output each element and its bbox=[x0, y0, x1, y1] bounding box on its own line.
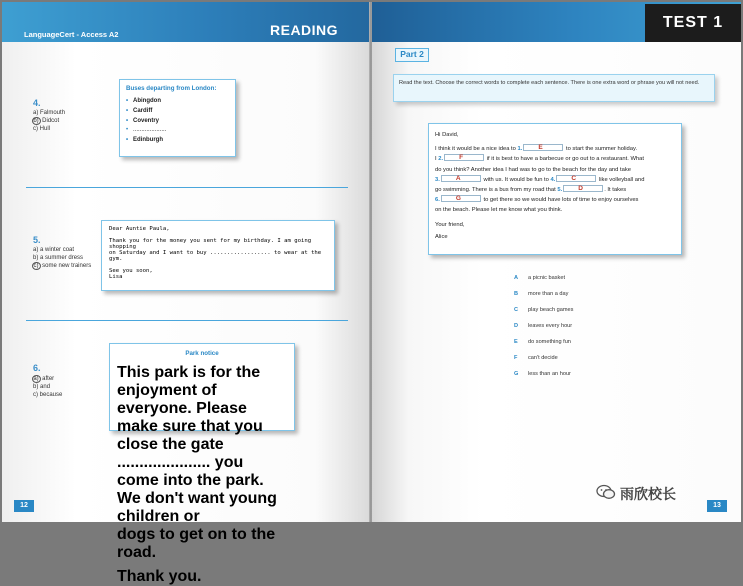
blank-number: 5. bbox=[557, 187, 563, 194]
blank-number: 6. bbox=[435, 197, 440, 204]
letter-line-7: on the beach. Please let me know what you think. bbox=[435, 207, 563, 214]
park-notice-title: Park notice bbox=[185, 350, 219, 357]
bus-card-title: Buses departing from London: bbox=[126, 85, 217, 92]
letter-line-5: go swimming. There is a bus from my road that 5. D . It takes bbox=[435, 185, 627, 194]
question-6-option-c[interactable]: c) because bbox=[33, 392, 63, 398]
answer-letter: A bbox=[455, 174, 461, 182]
question-4-option-b[interactable]: b) Didcot bbox=[33, 118, 60, 124]
answer-blank-4[interactable] bbox=[556, 175, 596, 182]
letter-line-1: I think it would be a nice idea to 1. E to start the summer holiday. bbox=[435, 144, 638, 153]
page-number-right: 13 bbox=[707, 500, 727, 512]
watermark-text: 雨欣校长 bbox=[620, 487, 676, 503]
letter-line-3: do you think? Another idea I had was to go to the beach for the day and take bbox=[435, 166, 631, 173]
letter-closing: See you soon, bbox=[109, 268, 153, 274]
email-letter-card bbox=[428, 123, 682, 255]
question-6-option-b[interactable]: b) and bbox=[33, 384, 51, 390]
notice-line: dogs to get on to the road. bbox=[117, 526, 276, 561]
birthday-letter-card bbox=[101, 220, 335, 291]
word-bank-option-a[interactable]: A a picnic basket bbox=[514, 275, 566, 281]
letter-line-2: I 2. F if it is best to have a barbecue or go out to a restaurant. What bbox=[435, 154, 644, 163]
answer-letter: G bbox=[455, 195, 461, 203]
word-bank-option-g[interactable]: G less than an hour bbox=[514, 371, 571, 377]
page-number-left: 12 bbox=[14, 500, 34, 512]
answer-blank-5[interactable] bbox=[563, 185, 603, 192]
letter-signature: Alice bbox=[435, 233, 448, 240]
word-bank-option-f[interactable]: F can't decide bbox=[514, 355, 558, 361]
bus-destination-list bbox=[126, 97, 229, 146]
letter-closing: Your friend, bbox=[435, 221, 465, 228]
question-6-option-a[interactable]: a) after bbox=[33, 376, 55, 382]
letter-greeting: Hi David, bbox=[435, 132, 459, 138]
left-header-band bbox=[2, 2, 371, 42]
list-item: • Abingdon bbox=[126, 97, 229, 107]
right-page bbox=[372, 2, 741, 522]
answer-letter: F bbox=[459, 154, 464, 162]
list-item: • Coventry bbox=[126, 117, 229, 127]
letter-line-4: 3. A with us. It would be fun to 4. C like volleyball and bbox=[435, 174, 645, 183]
selected-answer-circle: c) bbox=[33, 263, 39, 269]
question-5-option-c[interactable]: c) some new trainers bbox=[33, 263, 92, 269]
question-5-option-a[interactable]: a) a winter coat bbox=[33, 247, 75, 253]
question-5-option-b[interactable]: b) a summer dress bbox=[33, 255, 84, 261]
word-bank-option-c[interactable]: C play beach games bbox=[514, 307, 574, 313]
answer-blank-2[interactable] bbox=[444, 154, 484, 161]
letter-body-line: Thank you for the money you sent for my birthday. I am going shopping bbox=[109, 238, 312, 250]
notice-closing: Thank you. bbox=[117, 568, 202, 585]
notice-line: make sure that you close the gate ..................... you bbox=[117, 418, 263, 471]
question-4-option-c[interactable]: c) Hull bbox=[33, 126, 51, 132]
word-bank-option-e[interactable]: E do something fun bbox=[514, 339, 571, 345]
list-item: • Cardiff bbox=[126, 107, 229, 117]
notice-line: This park is for the enjoyment of everyone. Please bbox=[117, 364, 261, 417]
blank-number: 2. bbox=[438, 156, 444, 163]
question-4-option-a[interactable]: a) Falmouth bbox=[33, 110, 66, 116]
section-divider bbox=[26, 320, 348, 321]
list-item: • .................... bbox=[126, 126, 229, 136]
answer-letter: C bbox=[571, 174, 577, 182]
blank-number: 3. bbox=[435, 176, 440, 183]
right-header-band bbox=[372, 2, 741, 42]
question-4-number: 4. bbox=[33, 98, 41, 108]
section-divider bbox=[26, 187, 348, 188]
wechat-icon bbox=[596, 484, 616, 500]
answer-blank-1[interactable] bbox=[523, 144, 563, 151]
instructions-box: Read the text. Choose the correct words to complete each sentence. There is one extra word or phrase you will not need. bbox=[393, 74, 715, 102]
part-label: Part 2 bbox=[395, 48, 429, 62]
series-title: LanguageCert - Access A2 bbox=[24, 30, 119, 39]
park-notice-card bbox=[109, 343, 295, 585]
left-page bbox=[2, 2, 371, 585]
letter-greeting: Dear Auntie Paula, bbox=[109, 226, 170, 232]
notice-line: come into the park. We don't want young children or bbox=[117, 472, 277, 525]
blank-number: 4. bbox=[550, 176, 556, 183]
section-title: READING bbox=[270, 22, 339, 38]
bus-departures-card bbox=[119, 79, 236, 157]
letter-signature: Lisa bbox=[109, 274, 123, 280]
test-badge: TEST 1 bbox=[645, 4, 741, 42]
question-5-number: 5. bbox=[33, 235, 41, 245]
answer-letter: D bbox=[578, 185, 583, 193]
letter-line-6: 6. G to get there so we would have lots of time to enjoy ourselves bbox=[435, 195, 639, 204]
answer-letter: E bbox=[538, 144, 543, 152]
answer-blank-3[interactable] bbox=[441, 175, 481, 182]
letter-body-line: on Saturday and I want to buy .................. to wear at the gym. bbox=[109, 250, 322, 262]
word-bank-option-b[interactable]: B more than a day bbox=[514, 291, 569, 297]
answer-blank-6[interactable] bbox=[441, 195, 481, 202]
selected-answer-circle: a) bbox=[33, 376, 39, 382]
selected-answer-circle: b) bbox=[33, 118, 39, 124]
word-bank-option-d[interactable]: D leaves every hour bbox=[514, 323, 573, 329]
question-6-number: 6. bbox=[33, 363, 41, 373]
list-item: • Edinburgh bbox=[126, 136, 229, 146]
blank-number: 1. bbox=[517, 146, 523, 153]
